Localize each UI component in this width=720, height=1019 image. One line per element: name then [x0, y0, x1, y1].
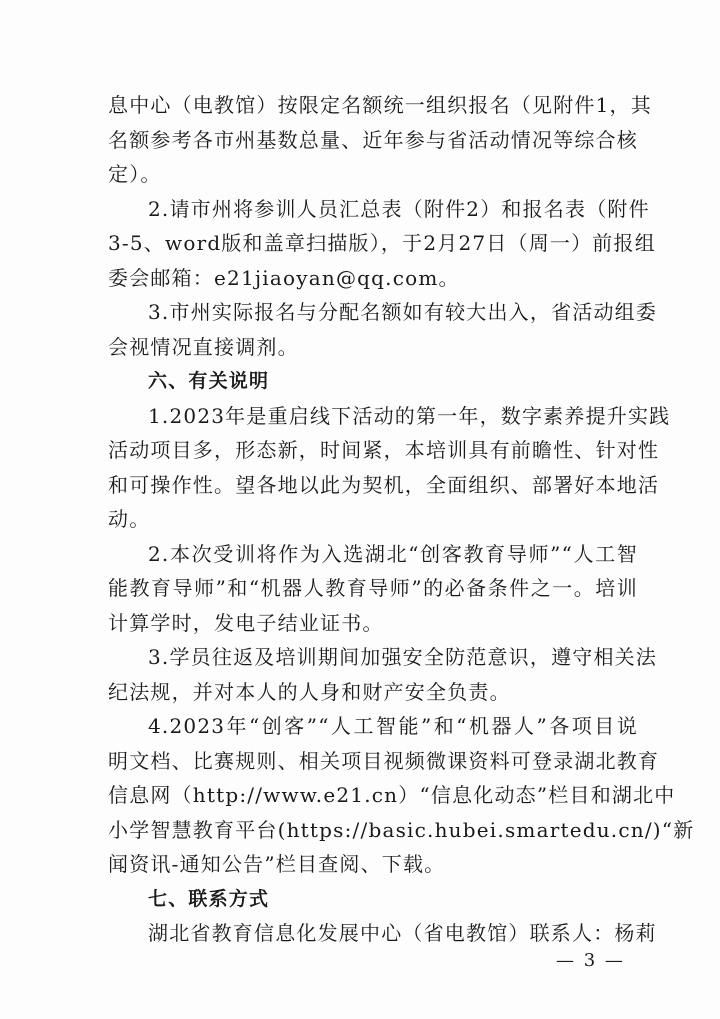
page-number: — 3 —	[556, 950, 625, 971]
text-line: 动。	[108, 507, 151, 531]
text-line: 计算学时，发电子结业证书。	[108, 610, 384, 635]
text-line: 会视情况直接调剂。	[108, 334, 299, 359]
paragraph-start: 3.市州实际报名与分配名额如有较大出入，省活动组委	[148, 300, 658, 324]
text-line: 息中心（电教馆）按限定名额统一组织报名（见附件1，其	[108, 93, 652, 117]
text-line: 小学智慧教育平台(https://basic.hubei.smartedu.cn/)“新	[108, 817, 695, 842]
text-line: 明文档、比赛规则、相关项目视频微课资料可登录湖北教育	[108, 748, 660, 773]
text-line: 3-5、word版和盖章扫描版），于2月27日（周一）前报组	[108, 231, 656, 255]
text-line: 和可操作性。望各地以此为契机，全面组织、部署好本地活	[108, 472, 660, 497]
paragraph-start: 湖北省教育信息化发展中心（省电教馆）联系人：杨莉	[148, 921, 657, 945]
paragraph-start: 4.2023年“创客”“人工智能”和“机器人”各项目说	[148, 714, 638, 738]
text-line: 能教育导师”和“机器人教育导师”的必备条件之一。培训	[108, 576, 638, 600]
paragraph-start: 2.请市州将参训人员汇总表（附件2）和报名表（附件	[148, 196, 650, 221]
text-line: 信息网（http://www.e21.cn）“信息化动态”栏目和湖北中	[108, 783, 676, 807]
section-heading: 六、有关说明	[148, 370, 270, 392]
text-line: 名额参考各市州基数总量、近年参与省活动情况等综合核	[108, 127, 638, 152]
text-line: 闻资讯-通知公告”栏目查阅、下载。	[108, 852, 446, 876]
document-body	[108, 88, 695, 951]
paragraph-start: 3.学员往返及培训期间加强安全防范意识，遵守相关法	[148, 645, 658, 669]
text-line: 活动项目多，形态新，时间紧，本培训具有前瞻性、针对性	[108, 438, 660, 462]
text-line: 纪法规，并对本人的人身和财产安全负责。	[108, 679, 511, 704]
paragraph-start: 2.本次受训将作为入选湖北“创客教育导师”“人工智	[148, 541, 638, 566]
text-line: 委会邮箱：e21jiaoyan@qq.com。	[108, 265, 460, 290]
paragraph-start: 1.2023年是重启线下活动的第一年，数字素养提升实践	[148, 403, 671, 428]
section-heading: 七、联系方式	[148, 887, 270, 910]
text-line: 定）。	[108, 162, 162, 186]
